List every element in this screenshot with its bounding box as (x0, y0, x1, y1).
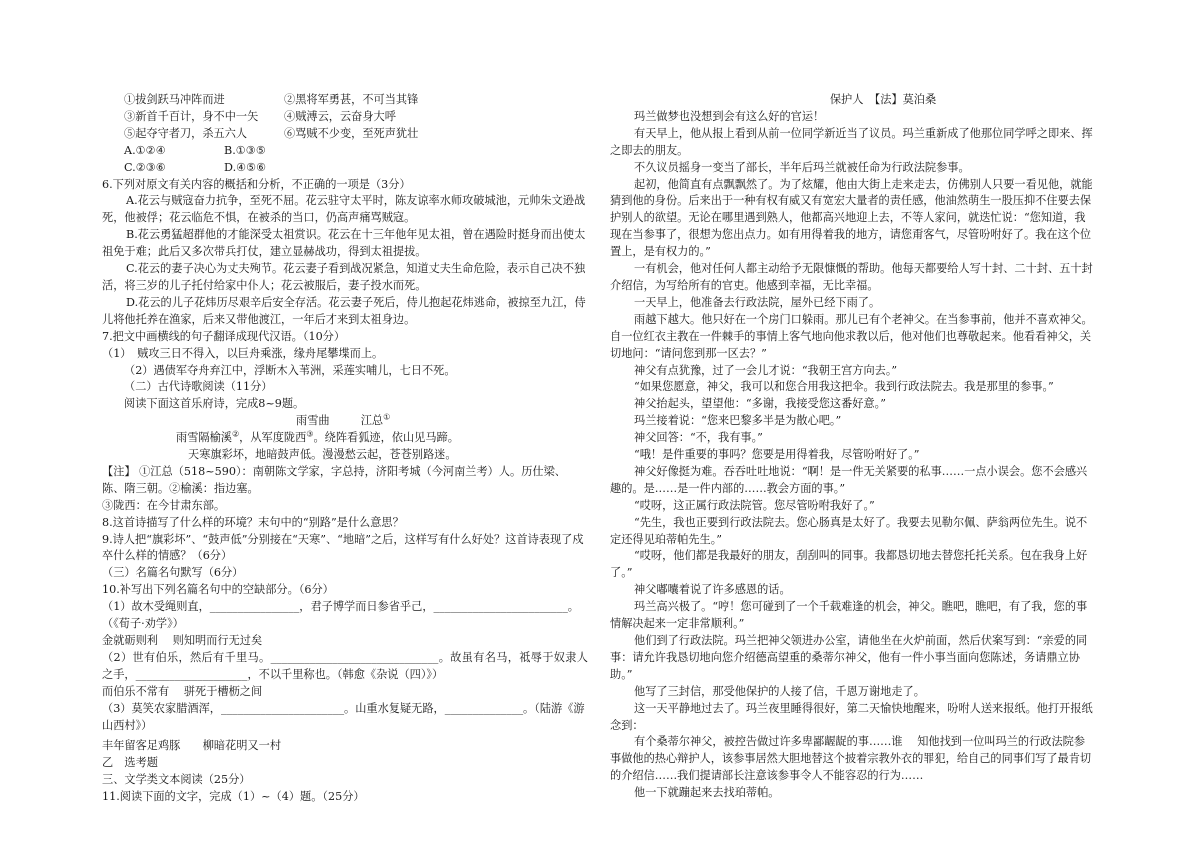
story-paragraph: “先生，我也正要到行政法院去。您心肠真是太好了。我要去见勒尔佩、萨翁两位先生。说不定还得见珀蒂帕先生。” (610, 515, 1088, 546)
poem-author: 江总 (360, 414, 384, 428)
section-heading: （二）古代诗歌阅读（11分） (124, 380, 273, 394)
story-paragraph: 神父抬起头，望望他：“多谢，我接受您这番好意。” (634, 397, 886, 411)
q7-sentence-1: （1） 贼攻三日不得入，以巨舟乘涨，缘舟尾攀堞而上。 (102, 346, 384, 360)
story-paragraph: “哎呀，他们都是我最好的朋友，刮刮叫的同事。我都恳切地去替您托托关系。包在我身上好了。” (610, 549, 1088, 580)
question-10: 10.补写出下列名篇名句中的空缺部分。（6分） (102, 583, 334, 597)
question-7: 7.把文中画横线的句子翻译成现代汉语。（10分） (102, 329, 346, 343)
footnote-mark: ① (383, 413, 391, 422)
q6-option-c: C.花云的妻子决心为丈夫殉节。花云妻子看到战况紧急，知道丈夫生命危险，表示自己决不独活，将三岁的儿子托付给家中仆人；花云被服后，妻子投水而死。 (102, 262, 586, 292)
answer-choice: A.①②④ (124, 143, 166, 157)
q6-option-b: B.花云勇猛超群他的才能深受太祖赏识。花云在十三年他年见太祖，曾在遇险时挺身而出使太祖免于难；此后又多次带兵打仗，建立显赫战功，得到太祖提拔。 (102, 228, 586, 259)
option-item: ②黑将军勇甚，不可当其锋 (284, 93, 419, 106)
story-paragraph: “如果您愿意，神父，我可以和您合用我这把伞。我到行政法院去。我是那里的参事。” (634, 380, 1054, 394)
story-paragraph: 他写了三封信，那受他保护的人接了信，千恩万谢地走了。 (634, 684, 925, 698)
q10-item-2: （2）世有伯乐，然后有千里马。______________________________。故虽有名马，祗辱于奴隶人之手，____________________，不以千里称也。（韩愈《杂说（四）》） (102, 650, 588, 681)
answer-row (102, 160, 588, 177)
story-paragraph: “哦！是件重要的事吗？您要是用得着我，尽管吩咐好了。” (634, 448, 920, 462)
poem-line: 天寒旗彩坏，地暗鼓声低。漫漫愁云起，苍苍别路迷。 (188, 448, 457, 462)
reading-instruction: 阅读下面这首乐府诗，完成8~9题。 (124, 397, 305, 411)
option-row (102, 92, 588, 109)
left-column (102, 92, 588, 806)
option-item: ⑤起夺守者刀，杀五六人 (124, 126, 248, 140)
story-paragraph: 神父有点犹豫，过了一会儿才说：“我朝王宫方向去。” (634, 363, 898, 377)
q10-item-1: （1）故木受绳则直，________________，君子博学而日参省乎己，________________________。（《荀子·劝学》） (102, 600, 579, 631)
story-paragraph: 玛兰高兴极了。“哼！您可碰到了一个千载难逢的机会，神父。瞧吧，瞧吧，有了我，您的事情解决起来一定非常顺利。” (610, 600, 1088, 631)
answer-choice: D.④⑤⑥ (224, 160, 267, 174)
question-11: 11.阅读下面的文字，完成（1）~（4）题。（25分） (102, 790, 365, 804)
option-item: ⑥骂贼不少变，至死声犹壮 (284, 126, 419, 140)
q10-answer-2: 而伯乐不常有 骈死于槽枥之间 (102, 684, 263, 698)
story-paragraph: “哎呀，这正属行政法院管。您尽管吩咐我好了。” (634, 498, 875, 512)
q6-option-a: A.花云与贼寇奋力抗争，至死不屈。花云驻守太平时，陈友谅率水师攻破城池，元帅朱文逊战死，他被俘；花云临危不惧，在被杀的当口，仍高声痛骂贼寇。 (102, 194, 586, 225)
story-paragraph: 起初，他简直有点飘飘然了。为了炫耀，他由大街上走来走去，仿佛别人只要一看见他，就能猜到他的身份。后来出于一种有权有威又有宽宏大量者的责任感，他油然萌生一股压抑不住要去保护别人的欲望。无论在哪里遇到熟人，他都高兴地迎上去，不等人家问，就迭忙说：“您知道，我现在当参事了，很想为您出点力。如有用得着我的地方，请您甭客气，尽管吩咐好了。我在这个位置上，是有权力的。” (610, 177, 1093, 259)
question-9: 9.诗人把“旗彩坏”、“鼓声低”分别接在“天寒”、“地暗”之后，这样写有什么好处？这首诗表现了戍卒什么样的情感？（6分） (102, 532, 584, 563)
story-paragraph: 他一下就蹦起来去找珀蒂帕。 (634, 786, 780, 800)
story-paragraph: 不久议员摇身一变当了部长，半年后玛兰就被任命为行政法院参事。 (634, 160, 970, 174)
story-body (610, 109, 1096, 802)
story-paragraph: 神父好像挺为难。吞吞吐吐地说：“啊！是一件无关紧要的私事……一点小误会。您不会感兴趣的。是……是一件内部的……教会方面的事。” (610, 464, 1088, 495)
story-paragraph: 他们到了行政法院。玛兰把神父领进办公室，请他坐在火炉前面，然后伏案写到：“亲爱的同事：请允许我恳切地向您介绍德高望重的桑蒂尔神父，他有一件小事当面向您陈述，务请鼎立协助。” (610, 634, 1088, 681)
answer-choice: B.①③⑤ (224, 143, 266, 157)
q6-option-d: D.花云的儿子花炜历尽艰辛后安全存活。花云妻子死后，侍儿抱起花炜逃命，被掠至九江，侍儿将他托养在渔家，后来又带他渡江，一年后才来到太祖身边。 (102, 295, 586, 326)
poem-title: 雨雪曲 (296, 414, 330, 428)
option-item: ④贼溥云，云奋身大呼 (284, 109, 396, 123)
poem-notes: 【注】 ①江总（518~590）：南朝陈文学家，字总持，济阳考城（今河南兰考）人。历仕梁、陈、隋三朝。②榆溪：指边塞。 (102, 464, 566, 495)
story-paragraph: 一天早上，他准备去行政法院，屋外已经下雨了。 (634, 295, 881, 309)
q10-item-3: （3）莫笑农家腊酒浑，______________________。山重水复疑无路，______________。（陆游《游山西村》） (102, 701, 585, 732)
right-column (610, 92, 1096, 802)
answer-choice: C.②③⑥ (124, 160, 166, 174)
footnote-mark: ③ (306, 430, 314, 439)
option-row (102, 109, 588, 126)
poem-title-line (102, 413, 588, 430)
option-item: ①拔剑跃马冲阵而进 (124, 93, 225, 106)
story-paragraph: 这一天平静地过去了。玛兰夜里睡得很好，第二天愉快地醒来，吩咐人送来报纸。他打开报纸念到： (610, 701, 1093, 732)
story-paragraph: 神父嘟囔着说了许多感恩的话。 (634, 583, 791, 597)
story-title: 保护人 【法】莫泊桑 (829, 93, 937, 106)
poem-notes: ③陇西：在今甘肃东部。 (102, 498, 226, 512)
story-paragraph: 玛兰做梦也没想到会有这么好的官运！ (634, 109, 825, 123)
story-paragraph: 玛兰接着说：“您来巴黎多半是为散心吧。” (634, 414, 842, 428)
q10-answer-3: 丰年留客足鸡豚 柳暗花明又一村 (102, 739, 282, 753)
story-paragraph: 雨越下越大。他只好在一个房门口躲雨。那儿已有个老神父。在当参事前，他并不喜欢神父。自一位红衣主教在一件棘手的事情上客气地向他求教以后，他对他们也尊敬起来。他看看神父，关切地问：“请问您到那一区去？” (610, 312, 1093, 360)
story-paragraph: 神父回答：“不，我有事。” (634, 431, 763, 445)
q10-answer-1: 金就砺则利 则知明而行无过矣 (102, 634, 263, 647)
question-8: 8.这首诗描写了什么样的环境？末句中的“别路”是什么意思？ (102, 515, 404, 529)
section-heading: （三）名篇名句默写（6分） (102, 566, 244, 580)
answer-row (102, 143, 588, 160)
section-heading: 三、文学类文本阅读（25分） (102, 773, 251, 787)
story-paragraph: 有天早上，他从报上看到从前一位同学新近当了议员。玛兰重新成了他那位同学呼之即来、挥之即去的朋友。 (610, 126, 1093, 157)
section-heading: 乙 选考题 (102, 756, 158, 770)
question-6: 6.下列对原文有关内容的概括和分析，不正确的一项是（3分） (102, 177, 411, 191)
footnote-mark: ② (231, 430, 240, 439)
option-row (102, 126, 588, 143)
poem-line: 雨雪隔榆溪②，从军度陇西③。绕阵看狐迹，依山见马蹄。 (176, 430, 459, 445)
q7-sentence-2: （2）遇债军夺舟弃江中，浮断木入苇洲，采莲实哺儿，七日不死。 (124, 363, 456, 377)
option-item: ③新首千百计，身不中一矢 (124, 109, 259, 123)
story-paragraph: 有个桑蒂尔神父，被控告做过许多卑鄙龌龊的事……谁 知他找到一位叫玛兰的行政法院参事做他的热心辩护人，该参事居然大胆地替这个披着宗教外衣的罪犯，给自己的同事们写了最肯切的介绍信……我们提请部长注意该参事令人不能容忍的行为…… (610, 735, 1092, 783)
story-paragraph: 一有机会，他对任何人都主动给予无限慷慨的帮助。他每天都要给人写十封、二十封、五十封介绍信，为写给所有的官吏。他感到幸福，无比幸福。 (610, 262, 1093, 292)
